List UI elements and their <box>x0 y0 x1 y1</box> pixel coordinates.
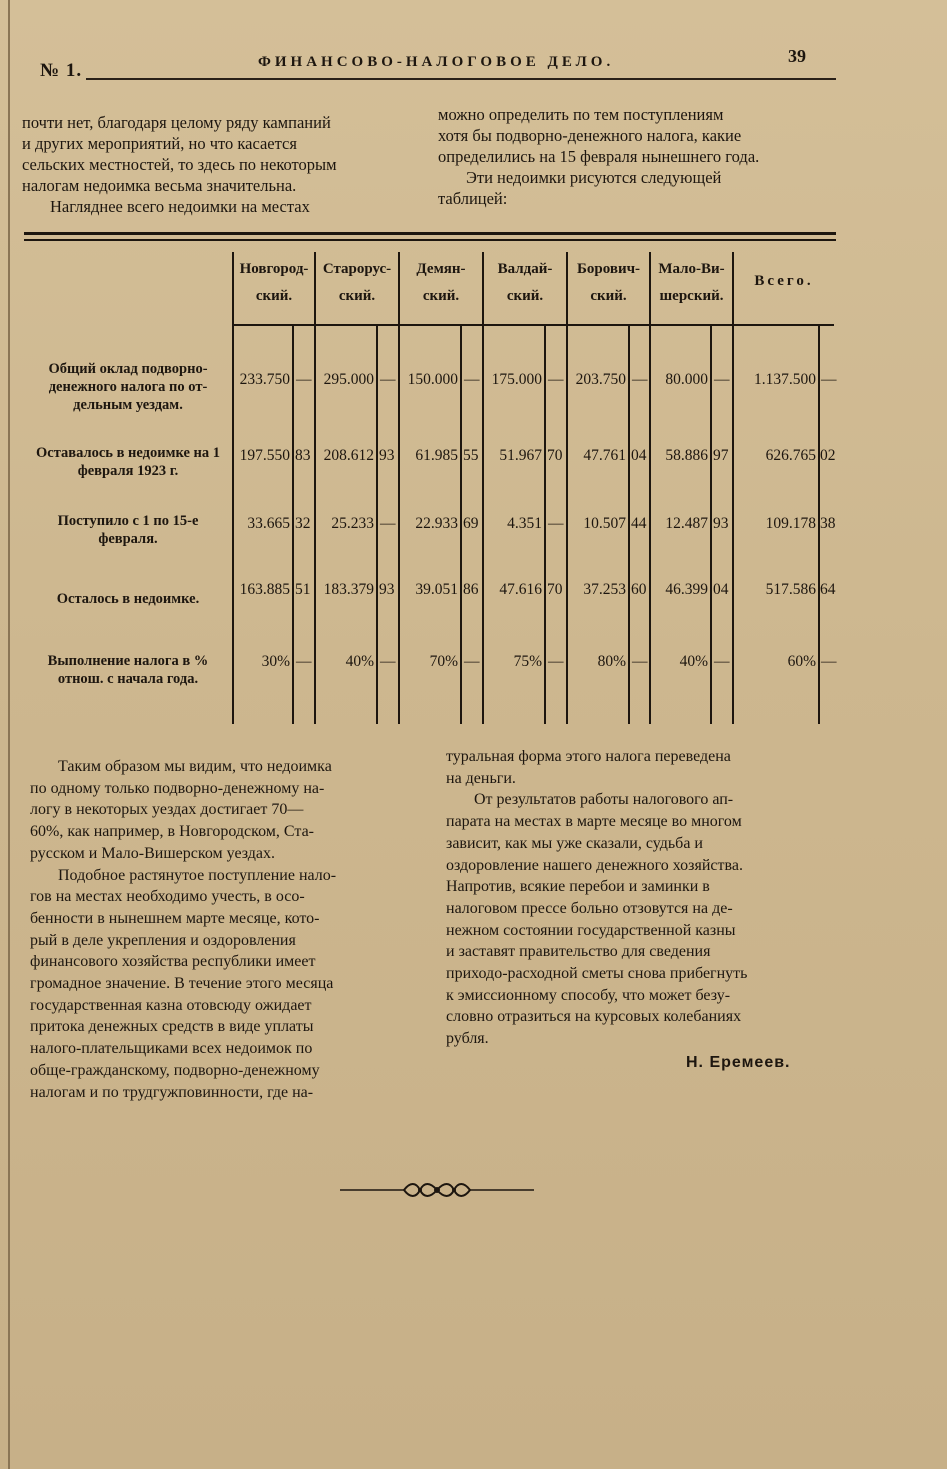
table-cell: 30% <box>261 653 290 670</box>
col-header-starorussky: Старорус- ский. <box>322 261 392 304</box>
table-cell: 33.665 <box>247 515 290 532</box>
row-label-received: Поступило с 1 по 15-е февраля. <box>57 513 199 547</box>
text-line: приходо-расходной сметы снова прибегнуть <box>446 965 748 983</box>
table-cell: 04 <box>713 581 729 598</box>
body-left-column <box>30 756 422 1103</box>
table-cell: — <box>380 653 396 670</box>
table-cell: 38 <box>820 515 836 532</box>
table-cell: 83 <box>295 447 311 464</box>
table-cell: — <box>714 653 730 670</box>
table-cell: 60% <box>787 653 816 670</box>
table-cell: 163.885 <box>239 581 290 598</box>
text-line: хотя бы подворно-денежного налога, какие <box>438 126 742 145</box>
table-cell: 233.750 <box>239 371 290 388</box>
text-line: рый в деле укрепления и оздоровления <box>30 931 296 949</box>
table-cell: 93 <box>713 515 729 532</box>
header-rule <box>86 78 836 80</box>
table-cell: 60 <box>631 581 647 598</box>
table-cell: — <box>821 371 837 388</box>
kopek-divider <box>460 326 462 724</box>
text-line: рубля. <box>446 1030 489 1048</box>
text-line: таблицей: <box>438 189 508 208</box>
table-cell: 37.253 <box>583 581 626 598</box>
text-line: логу в некоторых уездах достигает 70— <box>30 801 304 819</box>
table-cell: 93 <box>379 581 395 598</box>
text-line: и заставят правительство для сведения <box>446 943 711 961</box>
table-cell: 70 <box>547 447 563 464</box>
table-cell: 22.933 <box>415 515 458 532</box>
table-cell: 183.379 <box>323 581 374 598</box>
table-cell: 12.487 <box>665 515 708 532</box>
text-line: по одному только подворно-денежному на- <box>30 779 325 797</box>
arrears-table <box>24 232 836 724</box>
table-cell: 10.507 <box>583 515 626 532</box>
text-line: Эти недоимки рисуются следующей <box>466 168 722 187</box>
header-underline <box>232 324 834 326</box>
text-line: Подобное растянутое поступление нало- <box>58 866 337 884</box>
text-line: громадное значение. В течение этого месяца <box>30 975 334 993</box>
text-line: туральная форма этого налога переведена <box>446 748 731 765</box>
col-header-total: Всего. <box>754 273 814 289</box>
table-cell: 70 <box>547 581 563 598</box>
kopek-divider <box>628 326 630 724</box>
text-line: Напротив, всякие перебои и заминки в <box>446 878 710 896</box>
table-cell: — <box>464 371 480 388</box>
text-line: оздоровление нашего денежного хозяйства. <box>446 856 743 874</box>
text-line: гов на местах необходимо учесть, в осо- <box>30 888 305 906</box>
kopek-divider <box>376 326 378 724</box>
table-top-rule <box>24 239 836 241</box>
table-cell: — <box>296 653 312 670</box>
text-line: 60%, как например, в Новгородском, Ста- <box>30 823 315 841</box>
table-cell: 47.761 <box>583 447 626 464</box>
issue-number: № 1. <box>40 60 83 81</box>
text-line: на деньги. <box>446 769 516 787</box>
table-cell: 70% <box>429 653 458 670</box>
col-header-novgorod: Новгород- ский. <box>239 261 309 304</box>
table-cell: — <box>380 515 396 532</box>
col-header-malovishersky: Мало-Ви- шерский. <box>658 261 725 304</box>
table-cell: 93 <box>379 447 395 464</box>
table-cell: 517.586 <box>765 581 816 598</box>
table-cell: 40% <box>679 653 708 670</box>
table-cell: 80% <box>597 653 626 670</box>
table-cell: 97 <box>713 447 729 464</box>
table-cell: 39.051 <box>415 581 458 598</box>
table-cell: 175.000 <box>491 371 542 388</box>
table-cell: 44 <box>631 515 647 532</box>
table-cell: — <box>548 371 564 388</box>
table-cell: 1.137.500 <box>754 371 816 388</box>
kopek-divider <box>544 326 546 724</box>
kopek-divider <box>710 326 712 724</box>
row-label-arrears-feb1: Оставалось в недоимке на 1 февраля 1923 г. <box>36 445 220 479</box>
table-cell: 626.765 <box>765 447 816 464</box>
text-line: почти нет, благодаря целому ряду кампаний <box>22 113 331 132</box>
page-number: 39 <box>788 46 806 66</box>
text-line: и других мероприятий, но что касается <box>22 134 297 153</box>
table-cell: 25.233 <box>331 515 374 532</box>
table-cell: — <box>464 653 480 670</box>
text-line: словно отразиться на курсовых колебаниях <box>446 1008 742 1026</box>
ornament-divider-icon <box>340 1178 534 1202</box>
text-line: обще-гражданскому, подворно-денежному <box>30 1061 320 1079</box>
text-line: русском и Мало-Вишерском уездах. <box>30 844 276 862</box>
text-line: определились на 15 февраля нынешнего года. <box>438 147 760 166</box>
col-header-valdaysky: Валдай- ский. <box>497 261 553 304</box>
col-header-borovichsky: Борович- ский. <box>576 261 641 304</box>
text-line: нежном состоянии государственной казны <box>446 921 736 939</box>
text-line: притока денежных средств в виде уплаты <box>30 1018 314 1036</box>
table-cell: 47.616 <box>499 581 542 598</box>
text-line: бенности в нынешнем марте месяце, кото- <box>30 909 320 927</box>
text-line: Нагляднее всего недоимки на местах <box>50 197 310 216</box>
table-cell: — <box>548 515 564 532</box>
table-cell: 04 <box>631 447 647 464</box>
table-cell: — <box>714 371 730 388</box>
text-line: сельских местностей, то здесь по некоторым <box>22 155 337 174</box>
text-line: налогам и по трудгужповинности, где на- <box>30 1083 314 1101</box>
table-cell: 46.399 <box>665 581 708 598</box>
table-cell: — <box>632 653 648 670</box>
table-cell: — <box>296 371 312 388</box>
text-line: к эмиссионному способу, что может безу- <box>446 986 731 1004</box>
table-cell: — <box>821 653 837 670</box>
table-cell: 64 <box>820 581 836 598</box>
table-cell: 295.000 <box>323 371 374 388</box>
body-right-column <box>446 746 840 1050</box>
page-edge <box>8 0 10 1469</box>
text-line: зависит, как мы уже сказали, судьба и <box>446 834 703 852</box>
table-cell: 109.178 <box>765 515 816 532</box>
author-signature: Н. Еремеев. <box>686 1054 791 1071</box>
text-line: От результатов работы налогового ап- <box>474 791 734 809</box>
text-line: государственная казна отовсюду ожидает <box>30 996 312 1014</box>
table-cell: 58.886 <box>665 447 708 464</box>
intro-right-column <box>438 104 834 209</box>
col-header-demyansky: Демян- ский. <box>416 261 466 304</box>
text-line: налогам недоимка весьма значительна. <box>22 176 297 195</box>
table-cell: 55 <box>463 447 479 464</box>
table-cell: 203.750 <box>575 371 626 388</box>
table-cell: — <box>548 653 564 670</box>
table-cell: 80.000 <box>665 371 708 388</box>
table-cell: 4.351 <box>507 515 542 532</box>
text-line: налоговом прессе больно отзовутся на де- <box>446 899 733 917</box>
table-cell: 69 <box>463 515 479 532</box>
kopek-divider <box>292 326 294 724</box>
text-line: можно определить по тем поступлениям <box>438 105 724 124</box>
table-cell: — <box>632 371 648 388</box>
row-label-total-assessment: Общий оклад подворно-денежного налога по от-дельным уездам. <box>48 361 208 413</box>
text-line: финансового хозяйства республики имеет <box>30 953 316 971</box>
row-label-remaining-arrears: Осталось в недоимке. <box>56 591 200 607</box>
table-cell: 75% <box>513 653 542 670</box>
table-cell: 197.550 <box>239 447 290 464</box>
text-line: Таким образом мы видим, что недоимка <box>58 758 332 775</box>
table-cell: 02 <box>820 447 836 464</box>
text-line: парата на местах в марте месяце во многом <box>446 813 742 831</box>
text-line: налого-плательщиками всех недоимок по <box>30 1040 313 1058</box>
table-cell: — <box>380 371 396 388</box>
table-cell: 51 <box>295 581 311 598</box>
journal-title: ФИНАНСОВО-НАЛОГОВОЕ ДЕЛО. <box>258 54 615 70</box>
table-cell: 40% <box>345 653 374 670</box>
table-cell: 86 <box>463 581 479 598</box>
page-header <box>36 44 836 81</box>
table-cell: 208.612 <box>323 447 374 464</box>
intro-left-column <box>22 112 414 217</box>
table-cell: 61.985 <box>415 447 458 464</box>
table-cell: 32 <box>295 515 311 532</box>
table-cell: 51.967 <box>499 447 542 464</box>
row-label-completion-percent: Выполнение налога в % отнош. с начала года. <box>47 653 209 687</box>
table-top-rule <box>24 232 836 235</box>
table-cell: 150.000 <box>407 371 458 388</box>
